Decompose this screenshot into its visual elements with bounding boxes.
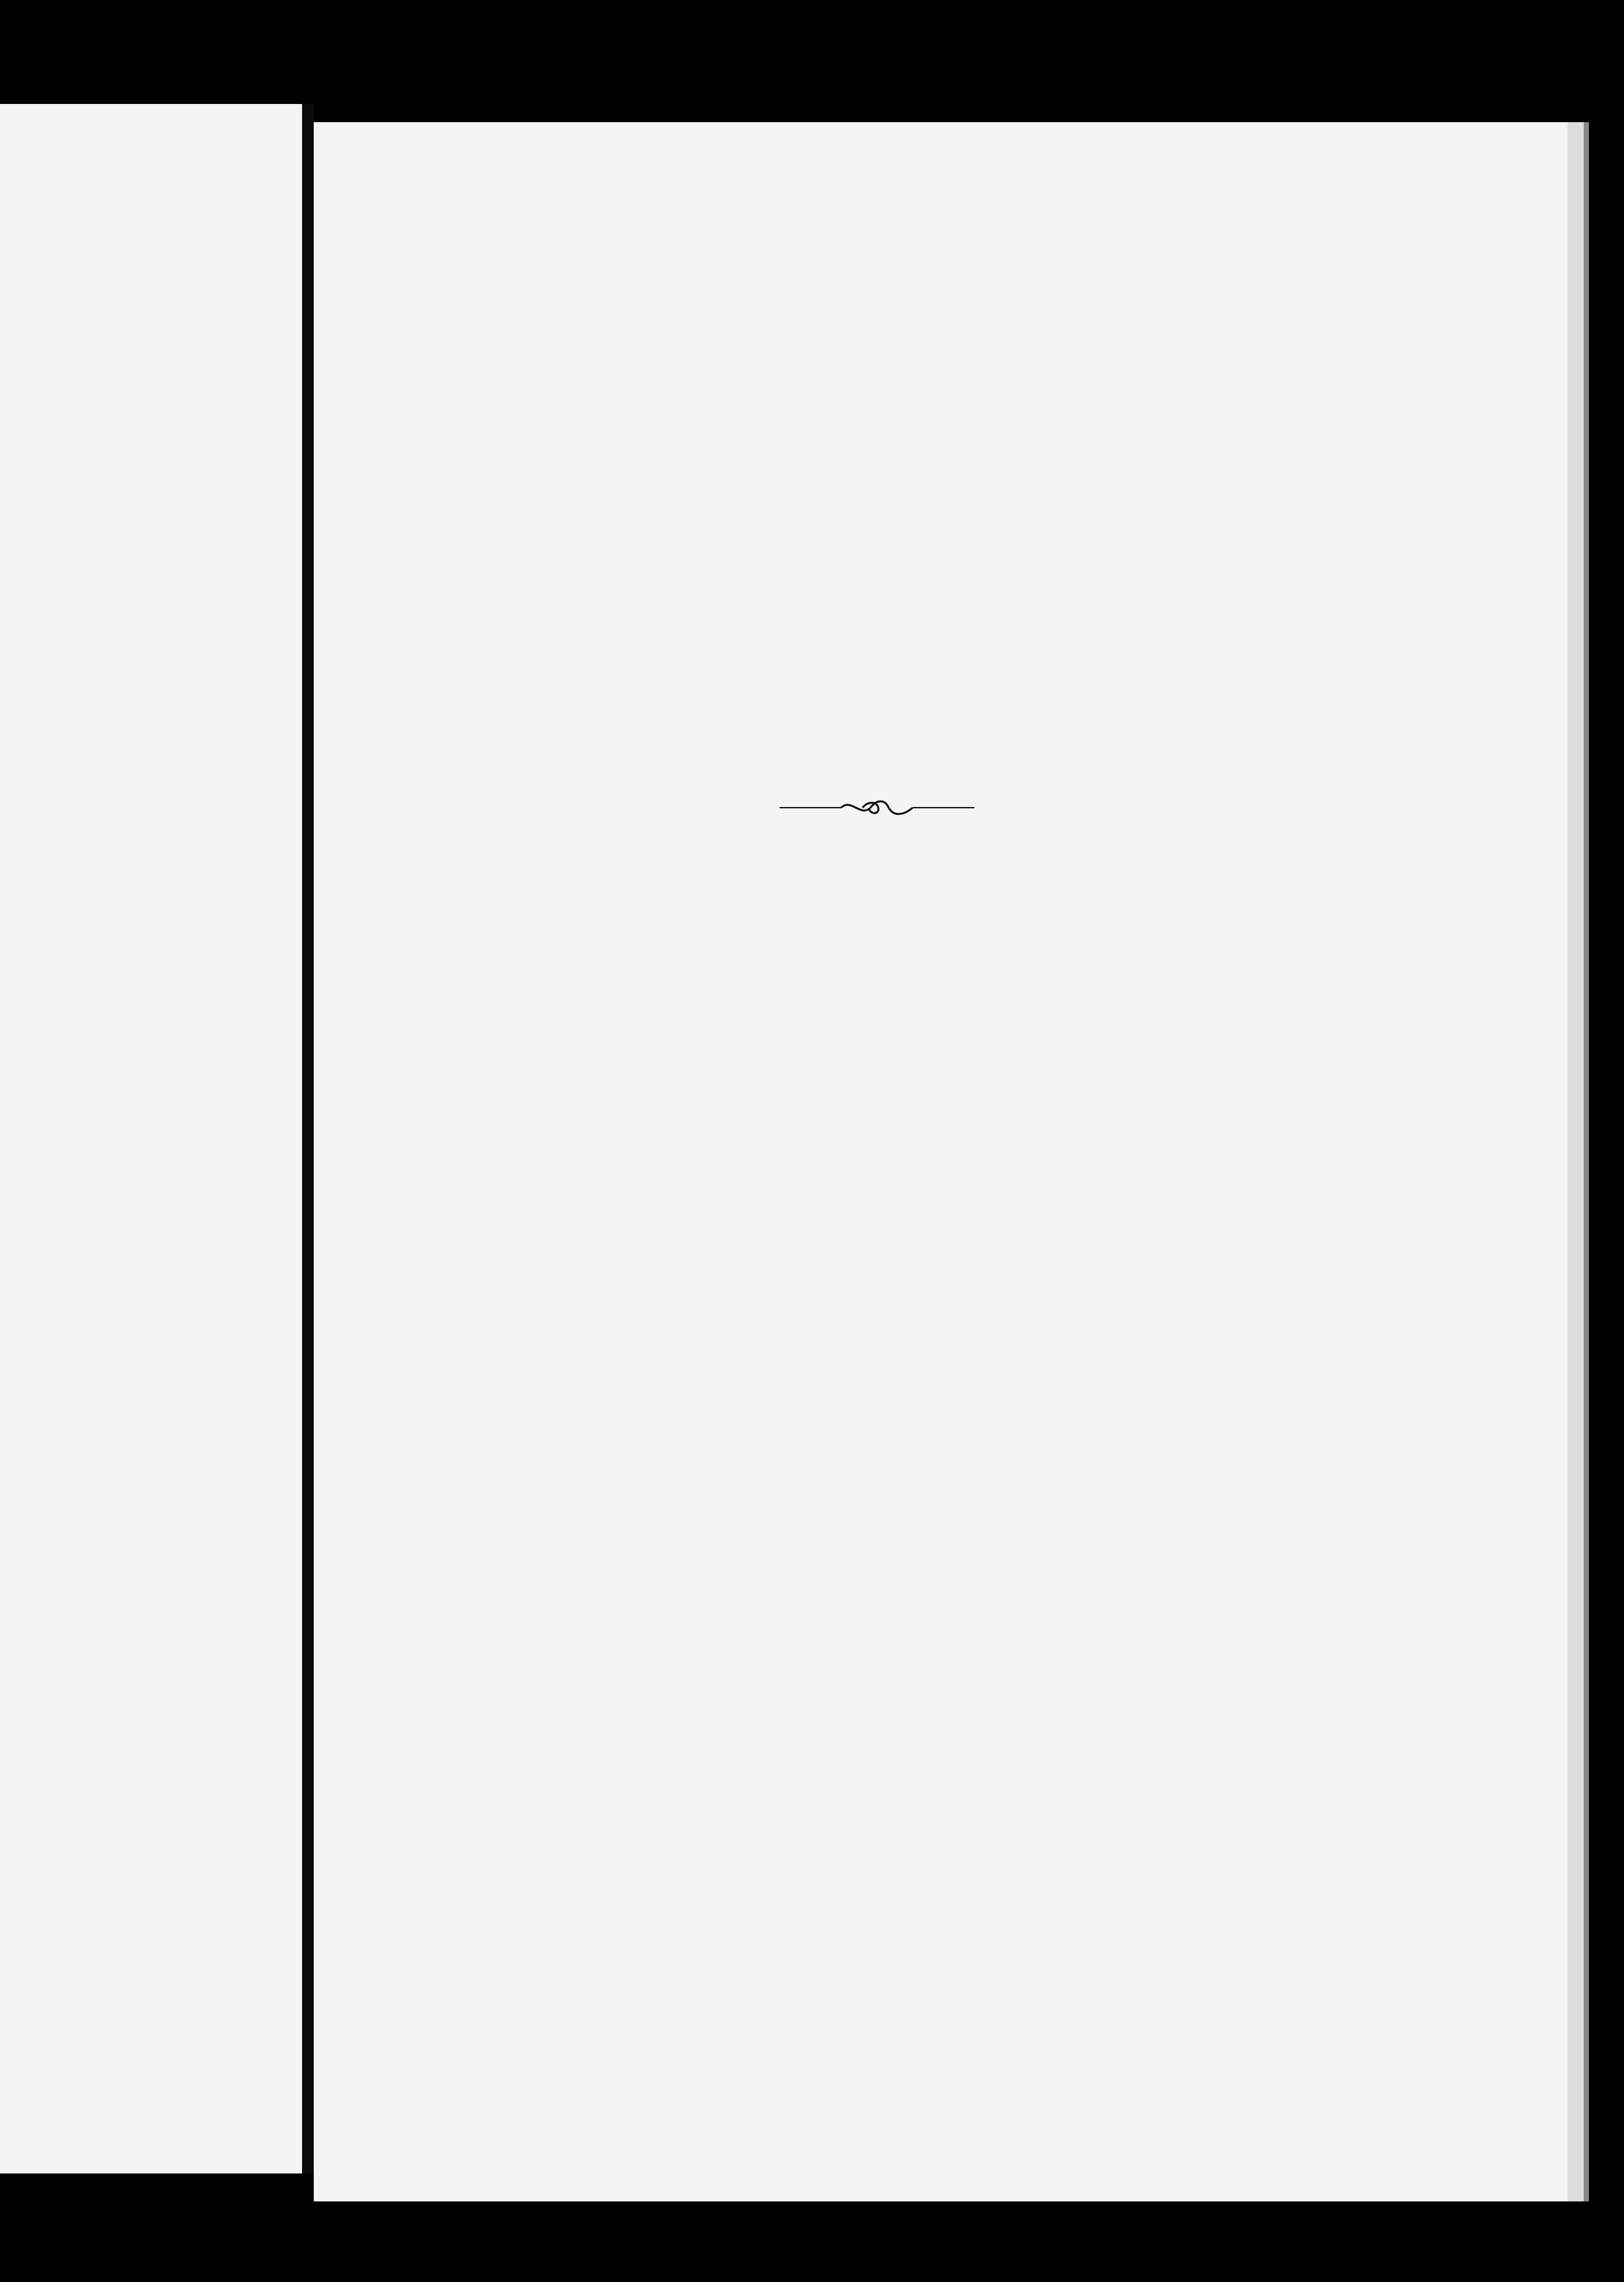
left-page (0, 104, 302, 2173)
ornament-divider-icon (780, 791, 974, 824)
page-edge (1567, 122, 1584, 2201)
right-page (314, 122, 1567, 2201)
book-gutter (302, 104, 314, 2173)
page-edge-shadow (1584, 122, 1589, 2201)
